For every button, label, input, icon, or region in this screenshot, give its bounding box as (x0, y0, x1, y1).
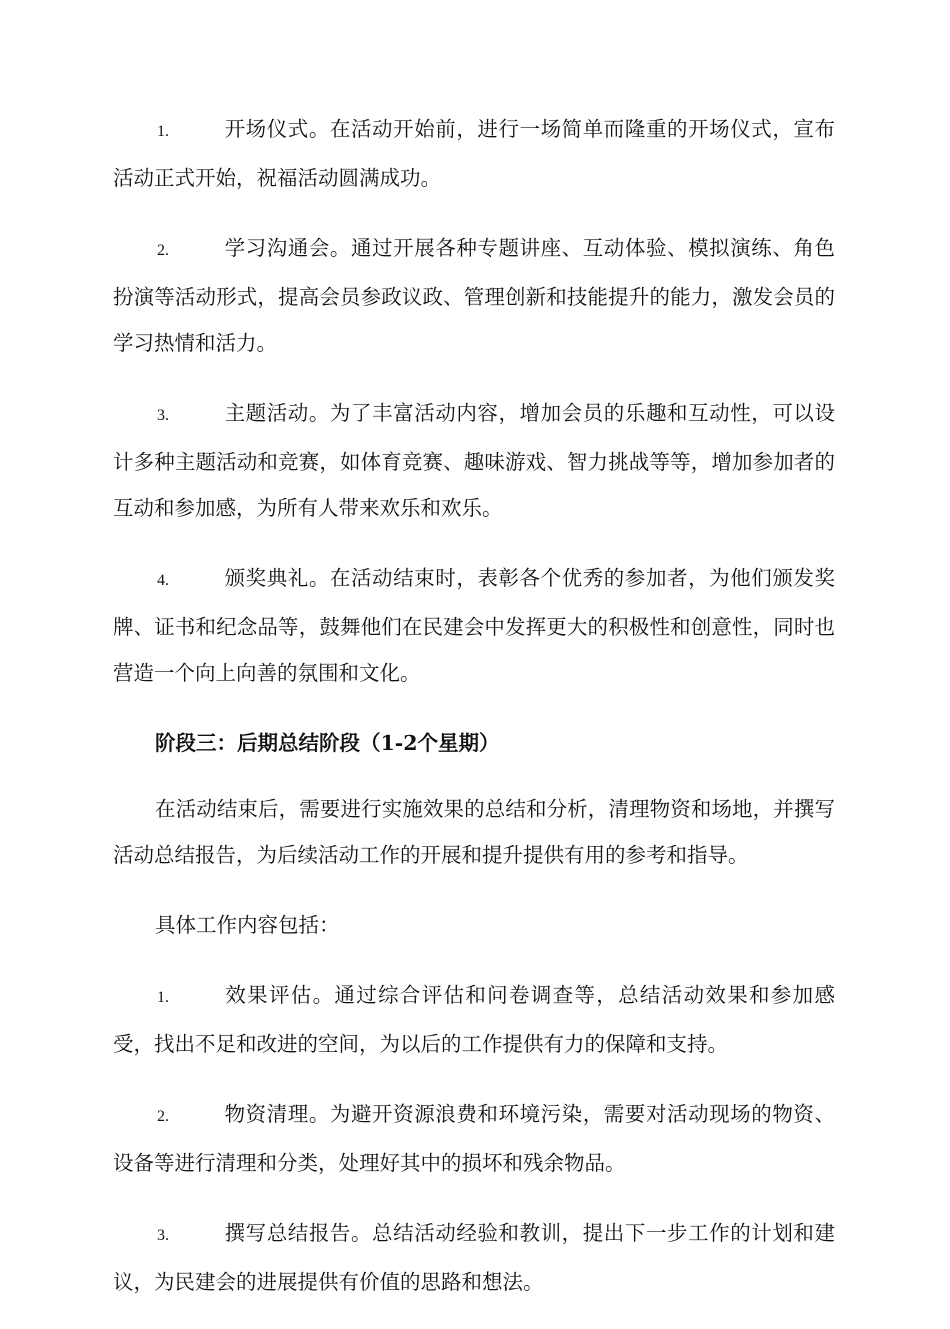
list-item-text: 开场仪式。在活动开始前，进行一场简单而隆重的开场仪式，宣布活动正式开始，祝福活动圆满成功。 (113, 117, 835, 190)
section-heading-stage3: 阶段三：后期总结阶段（1-2个星期） (155, 731, 500, 755)
list-item-text: 撰写总结报告。总结活动经验和教训，提出下一步工作的计划和建议，为民建会的进展提供有价值的思路和想法。 (113, 1221, 835, 1294)
list-number: 1. (157, 123, 169, 140)
stage3-lead-paragraph: 具体工作内容包括： (155, 913, 340, 937)
stage3-intro-paragraph: 在活动结束后，需要进行实施效果的总结和分析，清理物资和场地，并撰写活动总结报告，为后续活动工作的开展和提升提供有用的参考和指导。 (113, 797, 835, 867)
list-number: 3. (157, 407, 169, 424)
list-item-award-ceremony (113, 555, 835, 696)
list-number: 3. (157, 1227, 169, 1244)
list-item-effect-evaluation (113, 972, 835, 1067)
list-item-opening-ceremony (113, 106, 835, 201)
list-item-study-meeting (113, 225, 835, 366)
list-item-text: 主题活动。为了丰富活动内容，增加会员的乐趣和互动性，可以设计多种主题活动和竞赛，如体育竞赛、趣味游戏、智力挑战等等，增加参加者的互动和参加感，为所有人带来欢乐和欢乐。 (113, 401, 835, 520)
list-item-text: 效果评估。通过综合评估和问卷调查等，总结活动效果和参加感受，找出不足和改进的空间，为以后的工作提供有力的保障和支持。 (113, 983, 835, 1056)
list-item-text: 学习沟通会。通过开展各种专题讲座、互动体验、模拟演练、角色扮演等活动形式，提高会员参政议政、管理创新和技能提升的能力，激发会员的学习热情和活力。 (113, 236, 835, 355)
list-number: 1. (157, 989, 169, 1006)
list-item-text: 物资清理。为避开资源浪费和环境污染，需要对活动现场的物资、设备等进行清理和分类，处理好其中的损坏和残余物品。 (113, 1102, 835, 1175)
list-number: 2. (157, 242, 169, 259)
document-body (113, 106, 835, 1329)
list-item-theme-activity (113, 390, 835, 531)
list-number: 4. (157, 572, 169, 589)
list-item-text: 颁奖典礼。在活动结束时，表彰各个优秀的参加者，为他们颁发奖牌、证书和纪念品等，鼓舞他们在民建会中发挥更大的积极性和创意性，同时也营造一个向上向善的氛围和文化。 (113, 566, 835, 685)
list-item-material-cleanup (113, 1091, 835, 1186)
list-number: 2. (157, 1108, 169, 1125)
list-item-summary-report (113, 1210, 835, 1305)
